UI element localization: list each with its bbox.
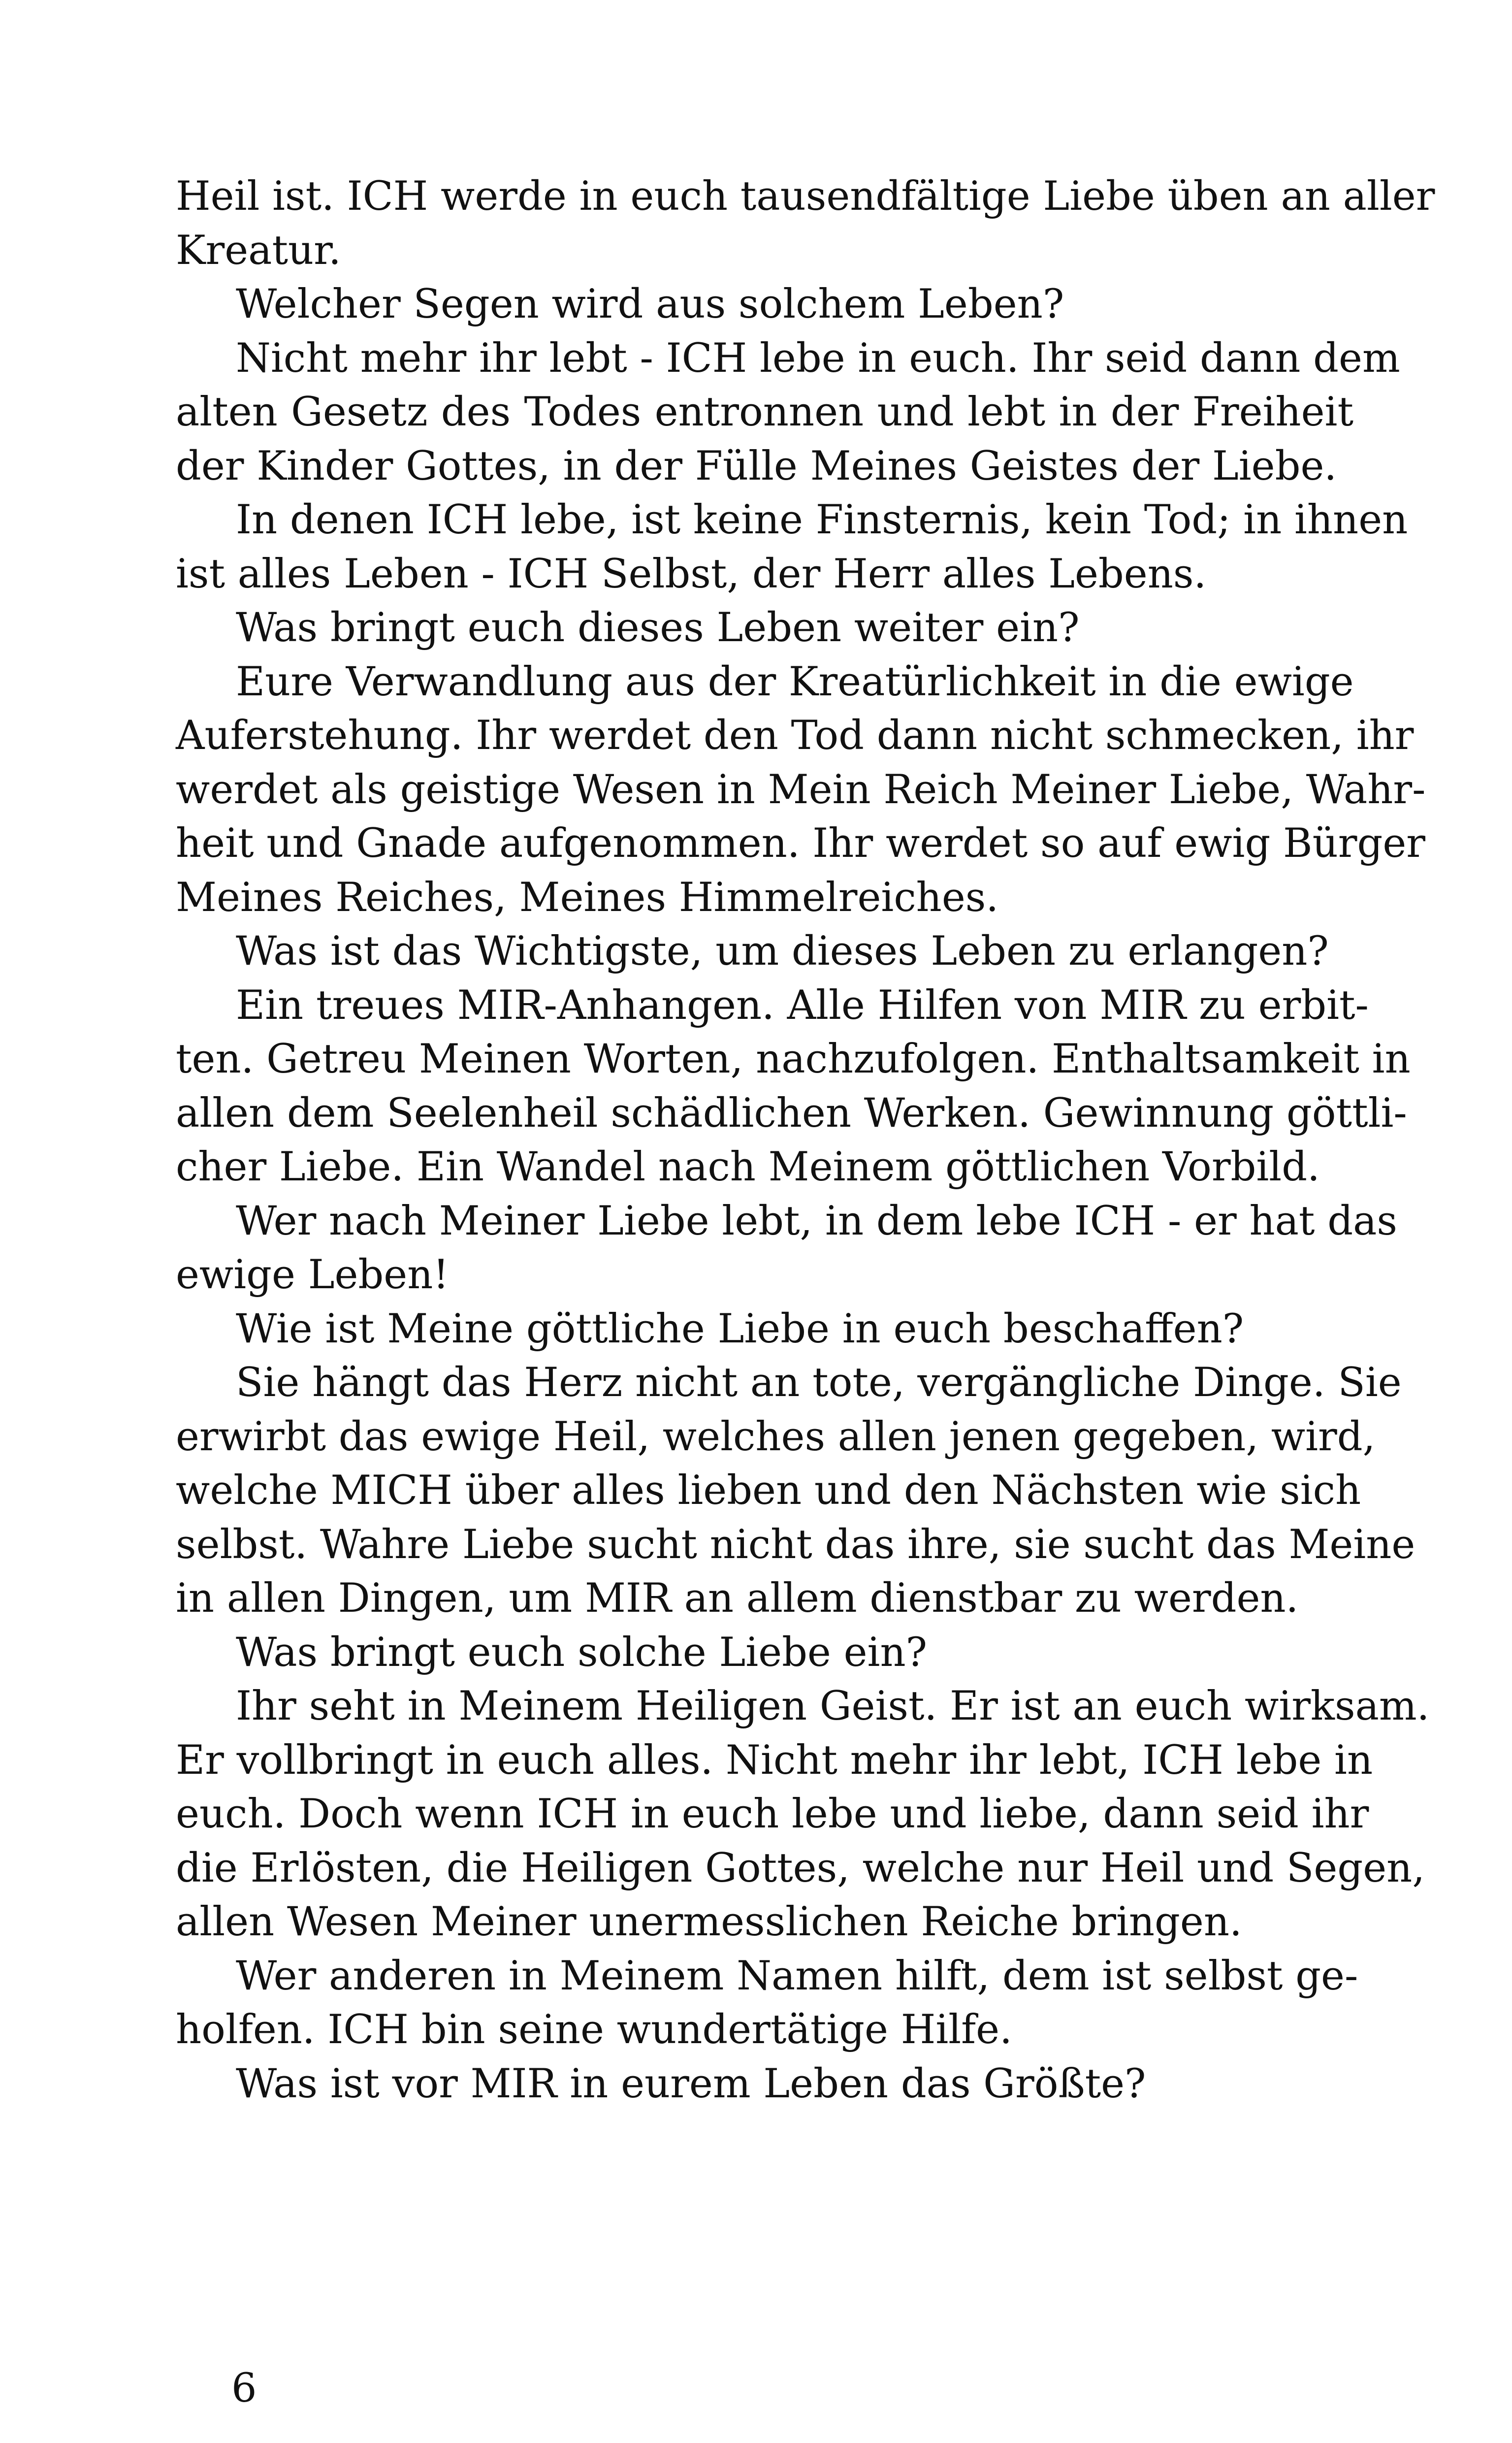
text-line: Sie hängt das Herz nicht an tote, vergängliche Dinge. Sie [236,1360,1402,1406]
text-line: Wer anderen in Meinem Namen hilft, dem ist selbst ge- [236,1953,1358,1999]
text-line: Ein treues MIR-Anhangen. Alle Hilfen von MIR zu erbit- [236,982,1369,1029]
text-line: selbst. Wahre Liebe sucht nicht das ihre, sie sucht das Meine [176,1521,1415,1568]
text-line: euch. Doch wenn ICH in euch lebe und liebe, dann seid ihr [176,1791,1369,1837]
text-line: ewige Leben! [176,1252,449,1298]
text-line: Welcher Segen wird aus solchem Leben? [236,281,1064,327]
text-line: cher Liebe. Ein Wandel nach Meinem göttlichen Vorbild. [176,1144,1320,1190]
text-line: Wer nach Meiner Liebe lebt, in dem lebe ICH - er hat das [236,1198,1397,1244]
text-line: holfen. ICH bin seine wundertätige Hilfe. [176,2007,1012,2053]
text-line: die Erlösten, die Heiligen Gottes, welche nur Heil und Segen, [176,1845,1425,1891]
text-line: erwirbt das ewige Heil, welches allen jenen gegeben, wird, [176,1413,1376,1460]
text-line: Eure Verwandlung aus der Kreatürlichkeit in die ewige [236,658,1354,705]
text-line: Auferstehung. Ihr werdet den Tod dann nicht schmecken, ihr [176,713,1414,759]
body-text [176,170,1435,2111]
text-line: allen Wesen Meiner unermesslichen Reiche bringen. [176,1899,1242,1945]
text-line: Was bringt euch dieses Leben weiter ein? [236,605,1080,651]
text-line: Was bringt euch solche Liebe ein? [236,1629,928,1676]
text-line: Er vollbringt in euch alles. Nicht mehr ihr lebt, ICH lebe in [176,1737,1373,1784]
text-line: Nicht mehr ihr lebt - ICH lebe in euch. Ihr seid dann dem [236,335,1400,382]
text-line: Wie ist Meine göttliche Liebe in euch beschaffen? [236,1305,1244,1352]
text-line: der Kinder Gottes, in der Fülle Meines Geistes der Liebe. [176,443,1337,489]
text-line: Heil ist. ICH werde in euch tausendfältige Liebe üben an aller [176,173,1435,220]
text-line: welche MICH über alles lieben und den Nächsten wie sich [176,1467,1361,1514]
text-line: heit und Gnade aufgenommen. Ihr werdet so auf ewig Bürger [176,820,1425,867]
text-line: allen dem Seelenheil schädlichen Werken. Gewinnung göttli- [176,1090,1407,1137]
text-line: werdet als geistige Wesen in Mein Reich Meiner Liebe, Wahr- [176,766,1426,813]
text-line: in allen Dingen, um MIR an allem dienstbar zu werden. [176,1575,1299,1622]
text-line: Was ist das Wichtigste, um dieses Leben zu erlangen? [236,928,1329,975]
text-line: Ihr seht in Meinem Heiligen Geist. Er ist an euch wirksam. [236,1683,1430,1729]
text-line: Was ist vor MIR in eurem Leben das Größte? [236,2060,1146,2107]
text-line: ten. Getreu Meinen Worten, nachzufolgen. Enthaltsamkeit in [176,1036,1411,1082]
page-number: 6 [231,2365,257,2411]
text-line: In denen ICH lebe, ist keine Finsternis, kein Tod; in ihnen [236,497,1408,543]
text-line: Kreatur. [176,227,341,274]
text-line: ist alles Leben - ICH Selbst, der Herr alles Lebens. [176,551,1207,597]
text-line: alten Gesetz des Todes entronnen und lebt in der Freiheit [176,389,1353,435]
text-line: Meines Reiches, Meines Himmelreiches. [176,874,999,921]
